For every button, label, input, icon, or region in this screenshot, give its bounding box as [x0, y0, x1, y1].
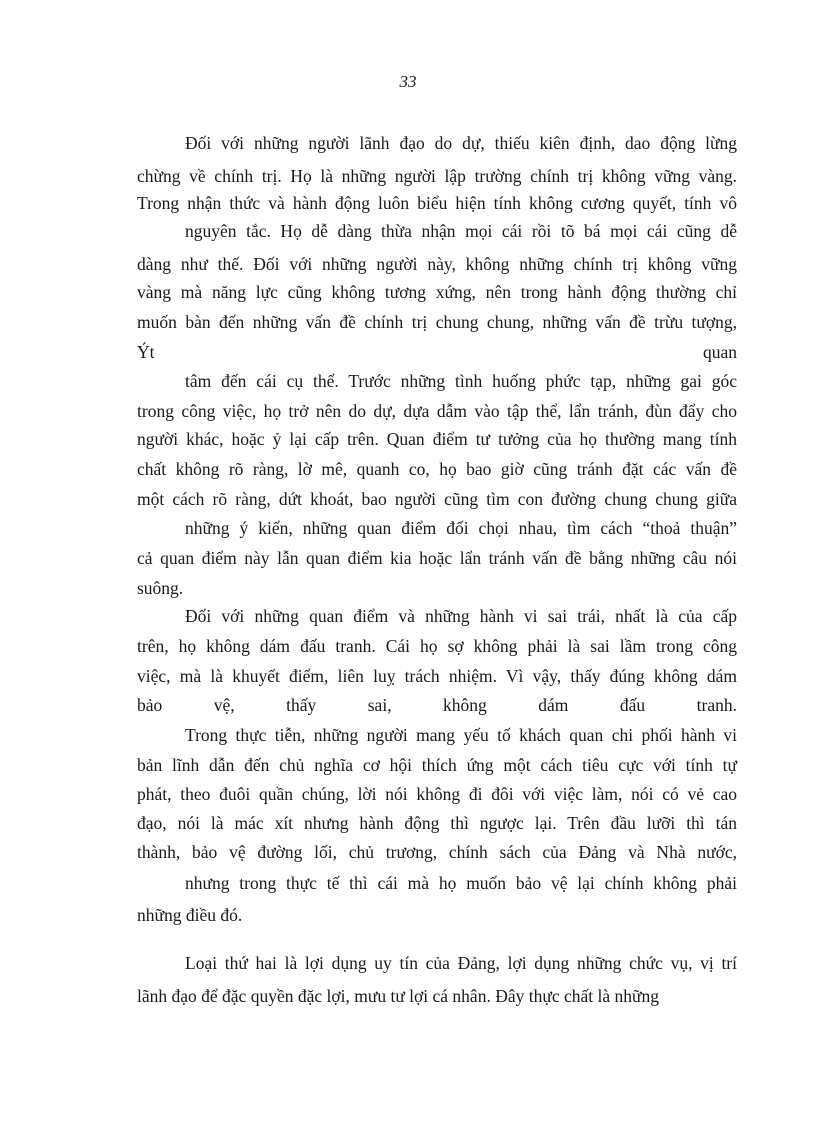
text-line: Đối với những người lãnh đạo do dự, thiếu kiên định, dao động lừng	[185, 133, 737, 153]
text-line: muốn bàn đến những vấn đề chính trị chung chung, những vấn đề trừu tượng,	[137, 312, 737, 332]
text-line: trong công việc, họ trở nên do dự, dựa dẫm vào tập thể, lẩn tránh, đùn đẩy cho	[137, 401, 737, 421]
text-line: Ýt quan	[137, 342, 737, 362]
text-line: việc, mà là khuyết điểm, liên luỵ trách nhiệm. Vì vậy, thấy đúng không dám	[137, 666, 737, 686]
text-line: thành, bảo vệ đường lối, chủ trương, chính sách của Đảng và Nhà nước,	[137, 842, 737, 862]
text-line: nguyên tắc. Họ dễ dàng thừa nhận mọi cái rồi tõ bá mọi cái cũng dễ	[185, 221, 737, 241]
text-line: Đối với những quan điểm và những hành vi sai trái, nhất là của cấp	[185, 606, 737, 626]
text-line: người khác, hoặc ỷ lại cấp trên. Quan điểm tư tưởng của họ thường mang tính	[137, 429, 737, 449]
text-line: một cách rõ ràng, dứt khoát, bao người cũng tìm con đường chung chung giữa	[137, 489, 737, 509]
text-line: đạo, nói là mác xít nhưng hành động thì ngược lại. Trên đầu lưỡi thì tán	[137, 813, 737, 833]
text-line: tâm đến cái cụ thể. Trước những tình huống phức tạp, những gai góc	[185, 371, 737, 391]
text-line: dàng như thế. Đối với những người này, không những chính trị không vững	[137, 254, 737, 274]
text-line: bảo vệ, thấy sai, không dám đấu tranh.	[137, 695, 737, 715]
text-line: cả quan điểm này lẫn quan điểm kia hoặc lẩn tránh vấn đề bằng những câu nói	[137, 548, 737, 568]
text-line: suông.	[137, 578, 184, 598]
text-line: chất không rõ ràng, lờ mê, quanh co, họ bao giờ cũng tránh đặt các vấn đề	[137, 459, 737, 479]
text-line: Trong nhận thức và hành động luôn biểu hiện tính không cương quyết, tính vô	[137, 193, 737, 213]
text-line: Loại thứ hai là lợi dụng uy tín của Đảng, lợi dụng những chức vụ, vị trí	[185, 953, 737, 973]
text-line: vàng mà năng lực cũng không tương xứng, nên trong hành động thường chỉ	[137, 282, 737, 302]
text-line: phát, theo đuôi quần chúng, lời nói không đi đôi với việc làm, nói có vẻ cao	[137, 784, 737, 804]
text-line: chừng về chính trị. Họ là những người lập trường chính trị không vững vàng.	[137, 166, 737, 186]
text-line: bản lĩnh dẫn đến chủ nghĩa cơ hội thích ứng một cách tiêu cực với tính tự	[137, 755, 737, 775]
page-number: 33	[399, 72, 417, 91]
text-line: lãnh đạo để đặc quyền đặc lợi, mưu tư lợi cá nhân. Đây thực chất là những	[137, 986, 659, 1006]
text-line: trên, họ không dám đấu tranh. Cái họ sợ không phải là sai lầm trong công	[137, 636, 737, 656]
text-line: những điều đó.	[137, 905, 243, 925]
text-line: Trong thực tiễn, những người mang yếu tố khách quan chi phối hành vi	[185, 725, 737, 745]
text-line: những ý kiến, những quan điểm đối chọi nhau, tìm cách “thoả thuận”	[185, 518, 737, 538]
text-line: nhưng trong thực tế thì cái mà họ muốn bảo vệ lại chính không phải	[185, 873, 737, 893]
